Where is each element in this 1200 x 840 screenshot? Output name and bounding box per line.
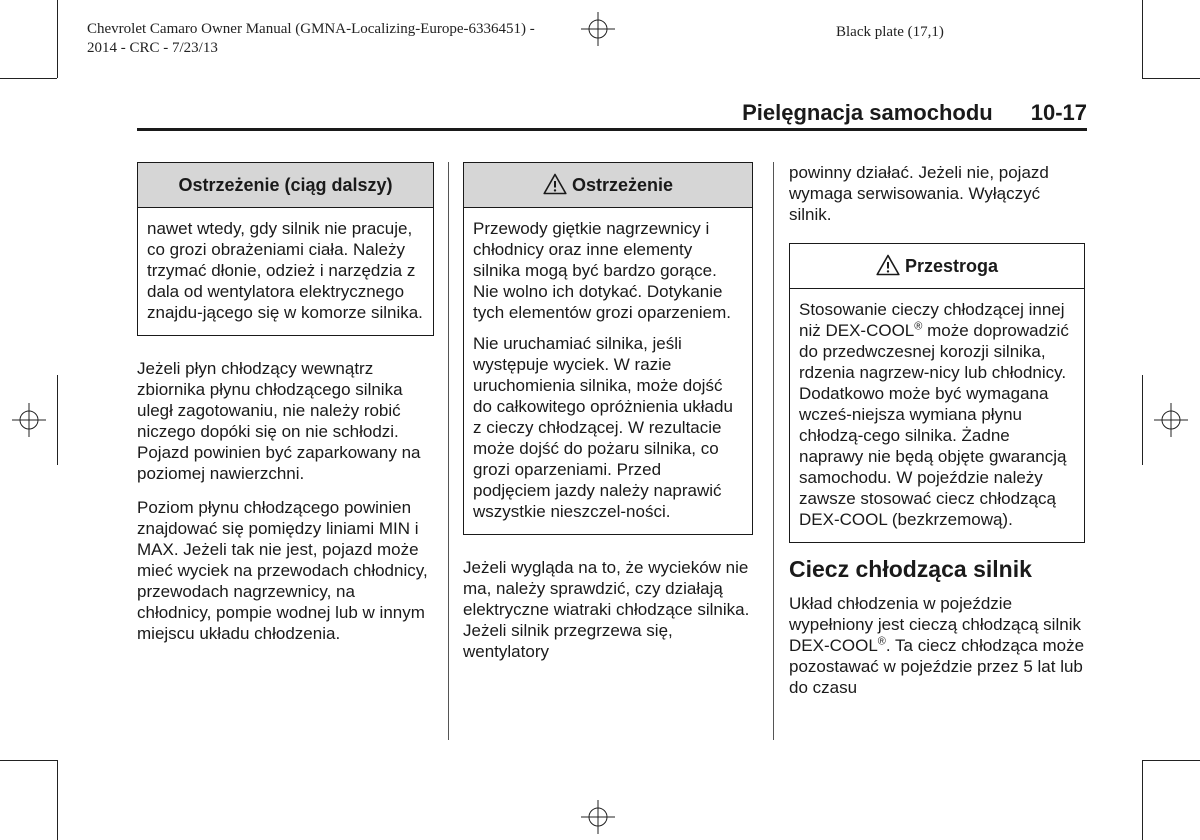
caution-text-b: może doprowadzić do przedwczesnej korozji silnika, rdzenia nagrzew-nicy lub chłodnicy. Dodatkowo może być wymagana wcześ-niejsza wymiana płynu chłodzą-cego silnika. Żadne naprawy nie będą objęte gwarancją samochodu. W pojeździe należy zawsze stosować ciecz chłodzącą DEX-COOL (bezkrzemową). (799, 321, 1069, 529)
crop-mark (1142, 0, 1143, 78)
registered-mark: ® (877, 635, 886, 648)
caution-text (799, 299, 1075, 530)
caution-box (789, 243, 1085, 543)
caution-box-title: Przestroga (904, 256, 999, 276)
running-head (742, 100, 1087, 126)
side-mark (57, 375, 58, 465)
registration-target-icon (12, 403, 46, 437)
column-divider (448, 162, 449, 740)
page-number: 10-17 (1030, 100, 1087, 125)
crop-mark (0, 760, 57, 761)
paragraph-text-b: . Ta ciecz chłodząca może pozostawać w pojeździe przez 5 lat lub do czasu (789, 636, 1085, 697)
registration-target-icon (1154, 403, 1188, 437)
warning-box-body (464, 208, 752, 534)
paragraph: powinny działać. Jeżeli nie, pojazd wymaga serwisowania. Wyłączyć silnik. (789, 163, 1049, 224)
column-2 (463, 162, 753, 675)
crop-mark (1142, 760, 1143, 840)
side-mark (1142, 375, 1143, 465)
warning-box-header (464, 163, 752, 208)
paragraph: Poziom płynu chłodzącego powinien znajdować się pomiędzy liniami MIN i MAX. Jeżeli tak nie jest, pojazd może mieć wyciek na przewodach chłodnicy, przewodach nagrzewnicy, na chłodnicy, pompie wodnej lub w innym miejscu układu chłodzenia. (137, 498, 428, 643)
caution-box-body (790, 289, 1084, 542)
paragraph: Jeżeli płyn chłodzący wewnątrz zbiornika płynu chłodzącego silnika uległ zagotowaniu, nie należy robić niczego dopóki się on nie schłodzi. Pojazd powinien być zaparkowany na poziomej nawierzchni. (137, 359, 421, 483)
header-rule (137, 128, 1087, 131)
warning-box-continued (137, 162, 434, 336)
crop-mark (0, 78, 57, 79)
warning-box-title: Ostrzeżenie (ciąg dalszy) (138, 163, 433, 208)
registration-target-icon (581, 800, 615, 834)
crop-mark (1142, 78, 1200, 79)
section-heading: Ciecz chłodząca silnik (789, 556, 1032, 582)
plate-label: Black plate (17,1) (836, 24, 944, 40)
registration-target-icon (581, 12, 615, 46)
warning-triangle-icon (876, 254, 900, 276)
warning-triangle-icon (543, 173, 567, 195)
paragraph (789, 593, 1085, 698)
column-3 (789, 162, 1085, 711)
print-header (87, 20, 535, 58)
column-1 (137, 162, 434, 657)
warning-text: Przewody giętkie nagrzewnicy i chłodnicy oraz inne elementy silnika mogą być bardzo gorące. Nie wolno ich dotykać. Dotykanie tych elementów grozi oparzeniem. (473, 219, 731, 322)
caution-box-header (790, 244, 1084, 289)
crop-mark (57, 0, 58, 78)
warning-box-title: Ostrzeżenie (571, 175, 674, 195)
paragraph-text-a: Układ chłodzenia w pojeździe wypełniony jest cieczą chłodzącą silnik DEX-COOL (789, 594, 1081, 655)
crop-mark (57, 760, 58, 840)
print-header-line2: 2014 - CRC - 7/23/13 (87, 40, 218, 56)
warning-text: nawet wtedy, gdy silnik nie pracuje, co grozi obrażeniami ciała. Należy trzymać dłonie, odzież i narzędzia z dala od wentylatora elektrycznego znajdu-jącego się w komorze silnika. (147, 219, 423, 322)
print-header-line1: Chevrolet Camaro Owner Manual (GMNA-Localizing-Europe-6336451) - (87, 21, 535, 37)
warning-box (463, 162, 753, 535)
warning-text: Nie uruchamiać silnika, jeśli występuje wyciek. W razie uruchomienia silnika, może dojść do całkowitego opróżnienia układu z cieczy chłodzącej. W rezultacie może dojść do pożaru silnika, co grozi oparzeniami. Przed podjęciem jazdy należy naprawić wszystkie nieszczel-ności. (473, 334, 733, 521)
column-divider (773, 162, 774, 740)
caution-text-a: Stosowanie cieczy chłodzącej innej niż DEX-COOL (799, 300, 1065, 340)
crop-mark (1142, 760, 1200, 761)
section-title: Pielęgnacja samochodu (742, 100, 993, 125)
warning-box-body (138, 208, 433, 335)
registered-mark: ® (914, 320, 923, 333)
paragraph: Jeżeli wygląda na to, że wycieków nie ma, należy sprawdzić, czy działają elektryczne wiatraki chłodzące silnika. Jeżeli silnik przegrzewa się, wentylatory (463, 558, 750, 661)
